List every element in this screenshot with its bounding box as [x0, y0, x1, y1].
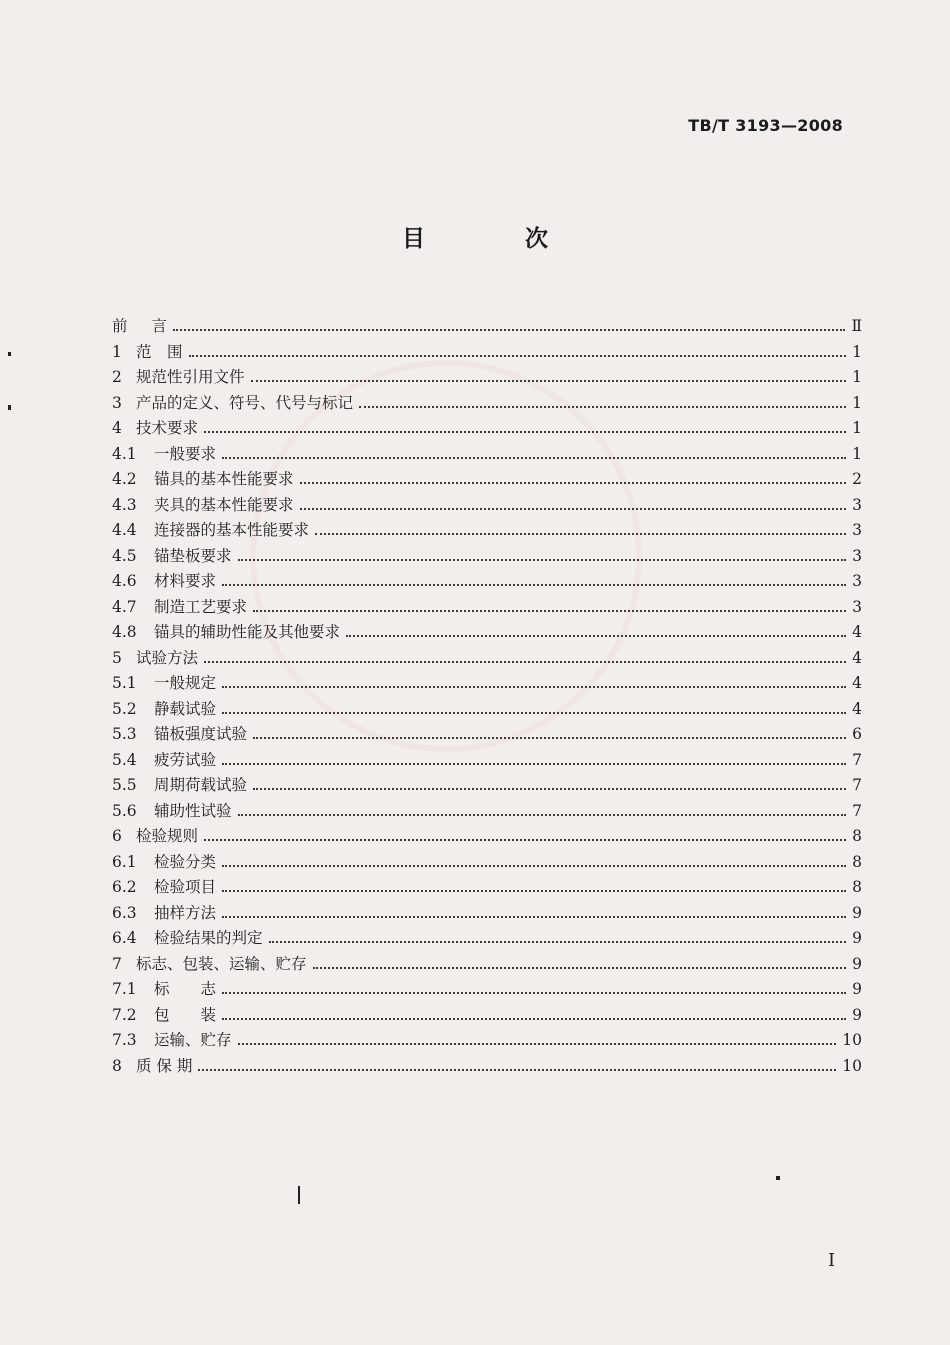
toc-entry	[112, 594, 862, 620]
toc-entry-label	[112, 671, 222, 693]
toc-entry-page: 9	[852, 954, 862, 973]
toc-entry-label	[112, 518, 315, 540]
toc-entry	[112, 1053, 862, 1079]
toc-entry-label	[112, 824, 204, 846]
toc-leader-dots	[222, 849, 846, 867]
toc-entry-label	[112, 391, 359, 413]
toc-entry	[112, 313, 862, 339]
toc-entry-page: 4	[852, 648, 862, 667]
toc-entry	[112, 466, 862, 492]
toc-entry-page: 7	[852, 801, 862, 820]
toc-entry-page: 3	[852, 495, 862, 514]
toc-entry-label	[112, 467, 300, 489]
toc-entry-text: 辅助性试验	[154, 801, 232, 820]
toc-entry	[112, 951, 862, 977]
toc-entry-page: 1	[852, 368, 862, 386]
toc-entry	[112, 772, 862, 798]
toc-entry-text: 检验规则	[136, 827, 199, 845]
toc-entry-number: 7.3	[112, 1031, 137, 1049]
toc-entry-label	[112, 773, 253, 795]
toc-entry-number: 6	[112, 827, 122, 845]
toc-entry	[112, 849, 862, 875]
toc-entry	[112, 390, 862, 416]
toc-leader-dots	[222, 900, 846, 918]
toc-entry-text: 锚板强度试验	[154, 725, 248, 743]
toc-leader-dots	[359, 390, 846, 408]
toc-entry-page: 9	[852, 1005, 862, 1024]
toc-entry	[112, 747, 862, 773]
toc-entry	[112, 492, 862, 518]
toc-entry	[112, 1002, 862, 1028]
toc-entry-number: 6.3	[112, 903, 137, 922]
toc-entry	[112, 670, 862, 696]
toc-entry-number: 7	[112, 954, 122, 973]
toc-entry-label	[112, 646, 204, 668]
toc-entry-page: 3	[852, 572, 862, 590]
toc-entry-page: 1	[852, 393, 862, 412]
toc-leader-dots	[222, 976, 846, 994]
toc-entry	[112, 645, 862, 671]
toc-entry-label	[112, 620, 346, 642]
toc-entry	[112, 339, 862, 365]
toc-leader-dots	[300, 466, 847, 484]
toc-title: 目 次	[401, 226, 594, 252]
scan-speck	[8, 352, 11, 356]
toc-leader-dots	[189, 339, 847, 357]
toc-entry-text: 标志、包装、运输、贮存	[136, 954, 307, 973]
toc-entry-number: 1	[112, 342, 122, 361]
toc-entry-number: 5.3	[112, 725, 137, 743]
toc-leader-dots	[198, 1053, 836, 1071]
toc-entry-number: 6.1	[112, 852, 137, 871]
toc-entry-label	[112, 926, 269, 948]
toc-entry-number: 4.4	[112, 521, 137, 539]
toc-entry-number: 3	[112, 393, 122, 412]
toc-entry-page: 2	[852, 470, 862, 488]
toc-entry-label	[112, 314, 173, 336]
toc-entry-page: 3	[852, 546, 862, 565]
toc-entry-text: 检验结果的判定	[154, 929, 263, 947]
toc-leader-dots	[222, 874, 846, 892]
toc-entry-number: 4.6	[112, 572, 137, 590]
toc-entry-label	[112, 595, 253, 617]
standard-code: TB/T 3193—2008	[688, 116, 843, 135]
toc-leader-dots	[222, 696, 846, 714]
toc-entry-label	[112, 544, 238, 566]
toc-leader-dots	[222, 568, 846, 586]
toc-entry-page: Ⅱ	[851, 317, 862, 335]
toc-entry	[112, 568, 862, 594]
toc-entry-text: 抽样方法	[154, 903, 217, 922]
toc-entry-label	[112, 901, 222, 923]
toc-leader-dots	[253, 594, 846, 612]
toc-entry-page: 8	[852, 878, 862, 896]
toc-entry-label	[112, 365, 251, 387]
toc-entry-text: 试验方法	[136, 648, 199, 667]
toc-leader-dots	[238, 543, 847, 561]
toc-leader-dots	[204, 645, 846, 663]
toc-leader-dots	[222, 441, 846, 459]
toc-entry	[112, 364, 862, 390]
toc-entry-text: 标 志	[154, 980, 217, 998]
toc-entry-page: 7	[852, 776, 862, 794]
toc-leader-dots	[204, 823, 846, 841]
toc-entry-text: 包 装	[154, 1005, 217, 1024]
toc-entry-label	[112, 875, 222, 897]
toc-entry	[112, 823, 862, 849]
toc-leader-dots	[253, 721, 846, 739]
toc-entry-label	[112, 748, 222, 770]
toc-entry-text: 夹具的基本性能要求	[154, 495, 294, 514]
toc-entry-text: 检验分类	[154, 852, 217, 871]
table-of-contents	[112, 313, 862, 1078]
toc-entry	[112, 543, 862, 569]
toc-entry-text: 检验项目	[154, 878, 217, 896]
toc-entry-text: 连接器的基本性能要求	[154, 521, 310, 539]
toc-entry-number: 4.5	[112, 546, 137, 565]
toc-entry-number: 5.4	[112, 750, 137, 769]
toc-entry-label	[112, 442, 222, 464]
toc-entry-text: 言	[136, 317, 168, 335]
toc-entry-page: 7	[852, 750, 862, 769]
toc-leader-dots	[238, 1027, 837, 1045]
toc-leader-dots	[204, 415, 846, 433]
toc-entry-label	[112, 850, 222, 872]
toc-entry	[112, 415, 862, 441]
toc-entry-text: 技术要求	[136, 419, 199, 437]
toc-entry-label	[112, 1054, 198, 1076]
toc-leader-dots	[222, 747, 846, 765]
toc-entry-number: 5.5	[112, 776, 137, 794]
toc-entry-label	[112, 569, 222, 591]
toc-leader-dots	[315, 517, 846, 535]
toc-entry-number: 前	[112, 317, 128, 335]
toc-entry-number: 4.1	[112, 444, 137, 463]
toc-entry	[112, 721, 862, 747]
toc-entry-text: 静载试验	[154, 699, 217, 718]
toc-leader-dots	[253, 772, 846, 790]
toc-entry-number: 5.2	[112, 699, 137, 718]
toc-entry-number: 8	[112, 1056, 122, 1075]
toc-leader-dots	[222, 1002, 846, 1020]
toc-entry-label	[112, 1003, 222, 1025]
toc-entry-label	[112, 1028, 238, 1050]
toc-entry-text: 运输、贮存	[154, 1031, 232, 1049]
toc-entry-label	[112, 799, 238, 821]
toc-leader-dots	[300, 492, 847, 510]
toc-entry-label	[112, 977, 222, 999]
toc-entry-label	[112, 697, 222, 719]
toc-entry-number: 6.2	[112, 878, 137, 896]
toc-entry-page: 6	[852, 725, 862, 743]
toc-entry-text: 产品的定义、符号、代号与标记	[136, 393, 354, 412]
toc-entry-text: 周期荷载试验	[154, 776, 248, 794]
page-number: I	[828, 1250, 836, 1271]
toc-leader-dots	[346, 619, 846, 637]
toc-leader-dots	[251, 364, 847, 382]
scan-speck	[8, 405, 11, 410]
toc-entry-number: 6.4	[112, 929, 137, 947]
toc-entry	[112, 517, 862, 543]
toc-leader-dots	[222, 670, 846, 688]
toc-entry-text: 范 围	[136, 342, 183, 361]
toc-entry-text: 锚垫板要求	[154, 546, 232, 565]
toc-entry-text: 材料要求	[154, 572, 217, 590]
toc-entry-page: 9	[852, 980, 862, 998]
toc-entry-number: 5.6	[112, 801, 137, 820]
toc-leader-dots	[313, 951, 847, 969]
toc-entry-text: 锚具的基本性能要求	[154, 470, 294, 488]
toc-entry	[112, 925, 862, 951]
toc-entry-page: 1	[852, 419, 862, 437]
toc-entry	[112, 441, 862, 467]
toc-entry-page: 9	[852, 903, 862, 922]
toc-entry-text: 制造工艺要求	[154, 597, 248, 616]
toc-entry-number: 7.1	[112, 980, 137, 998]
toc-entry	[112, 619, 862, 645]
toc-entry-label	[112, 416, 204, 438]
toc-entry-label	[112, 493, 300, 515]
toc-entry-page: 3	[852, 597, 862, 616]
toc-entry	[112, 900, 862, 926]
toc-entry-page: 8	[852, 827, 862, 845]
toc-entry-page: 4	[852, 674, 862, 692]
toc-entry-page: 3	[852, 521, 862, 539]
scan-speck	[298, 1186, 300, 1204]
toc-entry-label	[112, 722, 253, 744]
toc-entry-number: 4.3	[112, 495, 137, 514]
toc-leader-dots	[173, 313, 845, 331]
toc-entry-number: 4.8	[112, 623, 137, 641]
toc-entry-page: 9	[852, 929, 862, 947]
toc-entry-number: 2	[112, 368, 122, 386]
toc-entry-text: 锚具的辅助性能及其他要求	[154, 623, 341, 641]
toc-entry-page: 8	[852, 852, 862, 871]
toc-entry-text: 规范性引用文件	[136, 368, 245, 386]
toc-entry-number: 5.1	[112, 674, 137, 692]
toc-entry-number: 4.2	[112, 470, 137, 488]
toc-entry-label	[112, 952, 313, 974]
toc-entry-page: 1	[852, 444, 862, 463]
toc-entry-number: 7.2	[112, 1005, 137, 1024]
toc-leader-dots	[269, 925, 847, 943]
toc-entry	[112, 1027, 862, 1053]
toc-entry-number: 5	[112, 648, 122, 667]
toc-entry-page: 10	[842, 1031, 862, 1049]
toc-leader-dots	[238, 798, 847, 816]
toc-entry	[112, 874, 862, 900]
toc-entry	[112, 798, 862, 824]
toc-entry	[112, 976, 862, 1002]
toc-entry	[112, 696, 862, 722]
toc-entry-page: 4	[852, 623, 862, 641]
toc-entry-text: 一般要求	[154, 444, 217, 463]
toc-entry-text: 质 保 期	[136, 1056, 193, 1075]
toc-entry-page: 4	[852, 699, 862, 718]
scan-speck	[776, 1176, 780, 1180]
toc-entry-page: 10	[842, 1056, 862, 1075]
toc-entry-number: 4	[112, 419, 122, 437]
toc-entry-page: 1	[852, 342, 862, 361]
toc-entry-number: 4.7	[112, 597, 137, 616]
toc-entry-label	[112, 340, 189, 362]
toc-entry-text: 疲劳试验	[154, 750, 217, 769]
toc-entry-text: 一般规定	[154, 674, 217, 692]
